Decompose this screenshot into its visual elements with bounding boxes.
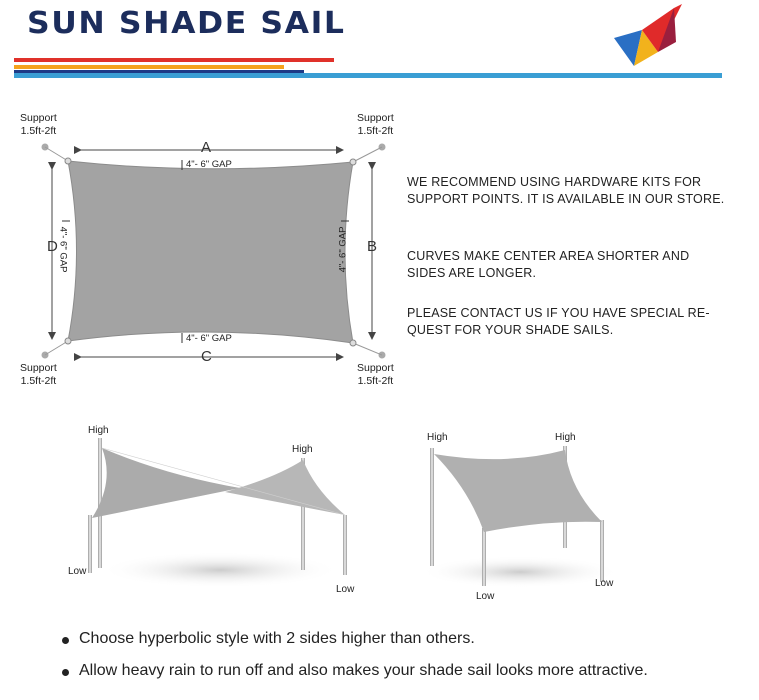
list-item: Choose hyperbolic style with 2 sides higher than others. [62,630,648,662]
right-low-label-2: Low [595,578,614,589]
note-contact: PLEASE CONTACT US IF YOU HAVE SPECIAL RE- QUEST FOR YOUR SHADE SAILS. [407,306,710,337]
gap-label-bottom: 4"- 6" GAP [186,333,232,344]
left-low-label-1: Low [68,566,87,577]
hyperbolic-square-install [410,430,640,600]
gap-label-right: 4"- 6" GAP [337,226,349,273]
stripe-red [14,58,334,62]
shade-sail-shape [68,161,353,343]
list-item: Allow heavy rain to run off and also makes your shade sail looks more attractive. [62,662,648,694]
support-label-bl: Support 1.5ft-2ft [20,362,57,387]
dimension-d-label: D [47,238,58,255]
support-label-br: Support 1.5ft-2ft [357,362,394,387]
gap-label-top: 4"- 6" GAP [186,159,232,170]
bullet-icon [62,637,69,644]
support-label-tr: Support 1.5ft-2ft [357,112,394,137]
note-curves: CURVES MAKE CENTER AREA SHORTER AND SIDES ARE LONGER. [407,249,690,280]
left-low-label-2: Low [336,584,355,595]
bullet-icon [62,669,69,676]
left-high-label-2: High [292,444,313,455]
hyperbolic-triangle-install [60,420,380,600]
right-low-label-1: Low [476,591,495,602]
page-title: SUN SHADE SAIL [27,6,346,41]
dimension-a-label: A [201,139,212,156]
feature-bullets [62,630,648,694]
stripe-blue [14,73,722,78]
gap-label-left: 4"- 6" GAP [57,226,69,273]
right-high-label-2: High [555,432,576,443]
left-high-label-1: High [88,425,109,436]
right-high-label-1: High [427,432,448,443]
dimension-b-label: B [367,238,378,255]
wing-logo-icon [612,0,684,70]
note-hardware: WE RECOMMEND USING HARDWARE KITS FOR SUPPORT POINTS. IT IS AVAILABLE IN OUR STORE. [407,175,725,206]
stripe-orange [14,65,284,69]
dimension-c-label: C [201,348,212,365]
support-label-tl: Support 1.5ft-2ft [20,112,57,137]
